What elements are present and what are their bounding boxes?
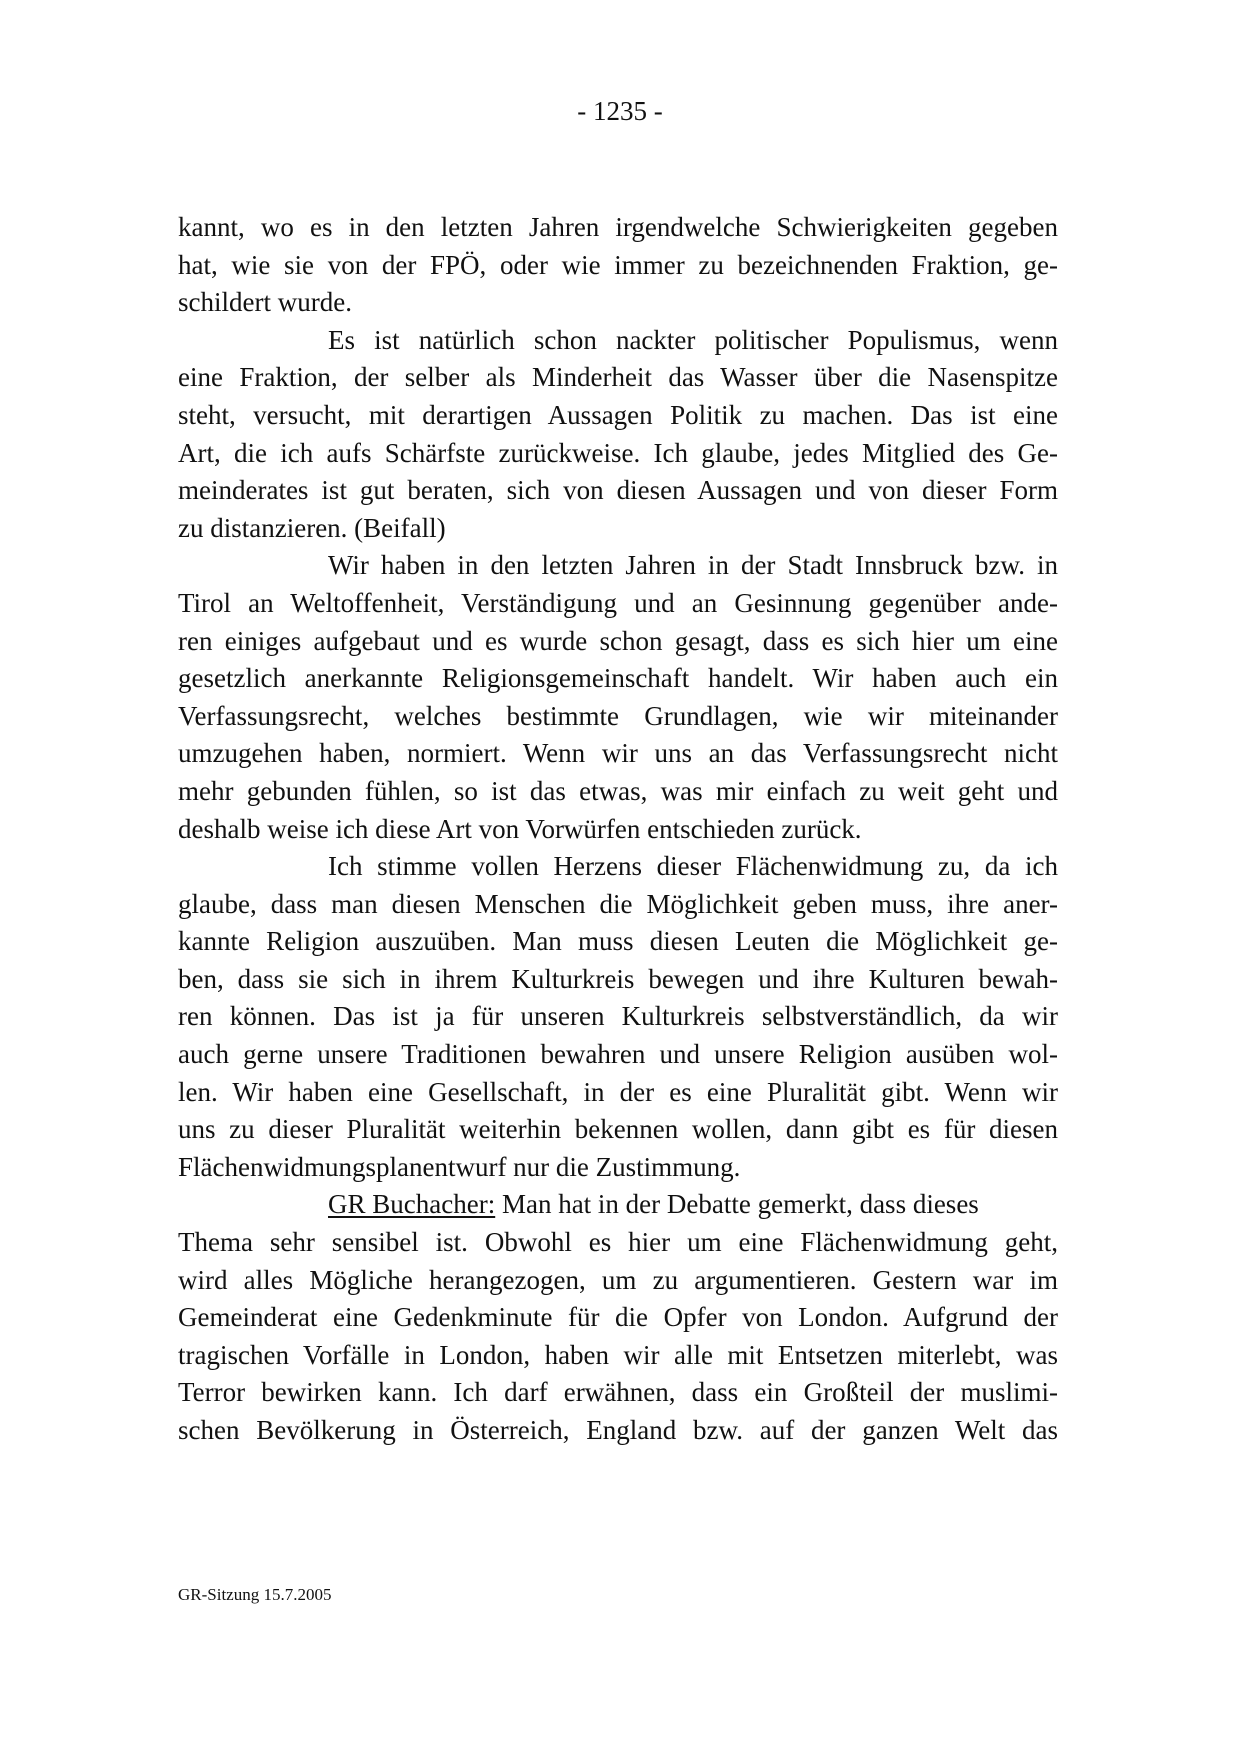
speaker-line (178, 1186, 1058, 1224)
paragraph (178, 547, 1058, 848)
paragraph (178, 209, 1058, 322)
text-line: Es ist natürlich schon nackter politischer Populismus, wenn (328, 324, 1058, 355)
text-line: hat, wie sie von der FPÖ, oder wie immer zu bezeichnenden Fraktion, ge- (178, 249, 1058, 280)
paragraph (178, 322, 1058, 548)
text-line: Terror bewirken kann. Ich darf erwähnen, dass ein Großteil der muslimi- (178, 1377, 1058, 1408)
text-line: schildert wurde. (178, 287, 352, 318)
text-line: Wir haben in den letzten Jahren in der Stadt Innsbruck bzw. in (328, 550, 1058, 581)
text-line: meinderates ist gut beraten, sich von diesen Aussagen und von dieser Form (178, 475, 1058, 506)
text-line: kannte Religion auszuüben. Man muss diesen Leuten die Möglichkeit ge- (178, 926, 1058, 957)
text-line: Tirol an Weltoffenheit, Verständigung und an Gesinnung gegenüber ande- (178, 587, 1058, 618)
speaker-paragraph (178, 1186, 1058, 1449)
text-line: umzugehen haben, normiert. Wenn wir uns an das Verfassungsrecht nicht (178, 738, 1058, 769)
text-line: deshalb weise ich diese Art von Vorwürfen entschieden zurück. (178, 813, 862, 844)
text-line: len. Wir haben eine Gesellschaft, in der es eine Pluralität gibt. Wenn wir (178, 1076, 1058, 1107)
text-line: Thema sehr sensibel ist. Obwohl es hier um eine Flächenwidmung geht, (178, 1227, 1058, 1258)
speaker-line-rest: Man hat in der Debatte gemerkt, dass dieses (495, 1189, 979, 1220)
text-line: wird alles Mögliche herangezogen, um zu argumentieren. Gestern war im (178, 1264, 1058, 1295)
text-line: zu distanzieren. (Beifall) (178, 512, 446, 543)
text-line: auch gerne unsere Traditionen bewahren und unsere Religion ausüben wol- (178, 1039, 1058, 1070)
document-body (178, 209, 1058, 1450)
paragraph (178, 848, 1058, 1186)
text-line: ren einiges aufgebaut und es wurde schon gesagt, dass es sich hier um eine (178, 625, 1058, 656)
text-line: ben, dass sie sich in ihrem Kulturkreis bewegen und ihre Kulturen bewah- (178, 963, 1058, 994)
text-line: ren können. Das ist ja für unseren Kulturkreis selbstverständlich, da wir (178, 1001, 1058, 1032)
text-line: mehr gebunden fühlen, so ist das etwas, was mir einfach zu weit geht und (178, 775, 1058, 806)
text-line: gesetzlich anerkannte Religionsgemeinschaft handelt. Wir haben auch ein (178, 663, 1058, 694)
text-line: Flächenwidmungsplanentwurf nur die Zustimmung. (178, 1151, 741, 1182)
text-line: glaube, dass man diesen Menschen die Möglichkeit geben muss, ihre aner- (178, 888, 1058, 919)
text-line: Ich stimme vollen Herzens dieser Flächenwidmung zu, da ich (328, 851, 1058, 882)
text-line: Verfassungsrecht, welches bestimmte Grundlagen, wie wir miteinander (178, 700, 1058, 731)
text-line: eine Fraktion, der selber als Minderheit das Wasser über die Nasenspitze (178, 362, 1058, 393)
text-line: Gemeinderat eine Gedenkminute für die Opfer von London. Aufgrund der (178, 1302, 1058, 1333)
text-line: kannt, wo es in den letzten Jahren irgendwelche Schwierigkeiten gegeben (178, 212, 1058, 242)
text-line: tragischen Vorfälle in London, haben wir alle mit Entsetzen miterlebt, was (178, 1339, 1058, 1370)
text-line: Art, die ich aufs Schärfste zurückweise. Ich glaube, jedes Mitglied des Ge- (178, 437, 1058, 468)
text-line: steht, versucht, mit derartigen Aussagen Politik zu machen. Das ist eine (178, 399, 1058, 430)
footer-session-label: GR-Sitzung 15.7.2005 (178, 1585, 332, 1604)
text-line: schen Bevölkerung in Österreich, England bzw. auf der ganzen Welt das (178, 1415, 1058, 1445)
speaker-name: GR Buchacher: (328, 1189, 496, 1220)
text-line: uns zu dieser Pluralität weiterhin bekennen wollen, dann gibt es für diesen (178, 1114, 1058, 1145)
page-number: - 1235 - (577, 96, 663, 126)
